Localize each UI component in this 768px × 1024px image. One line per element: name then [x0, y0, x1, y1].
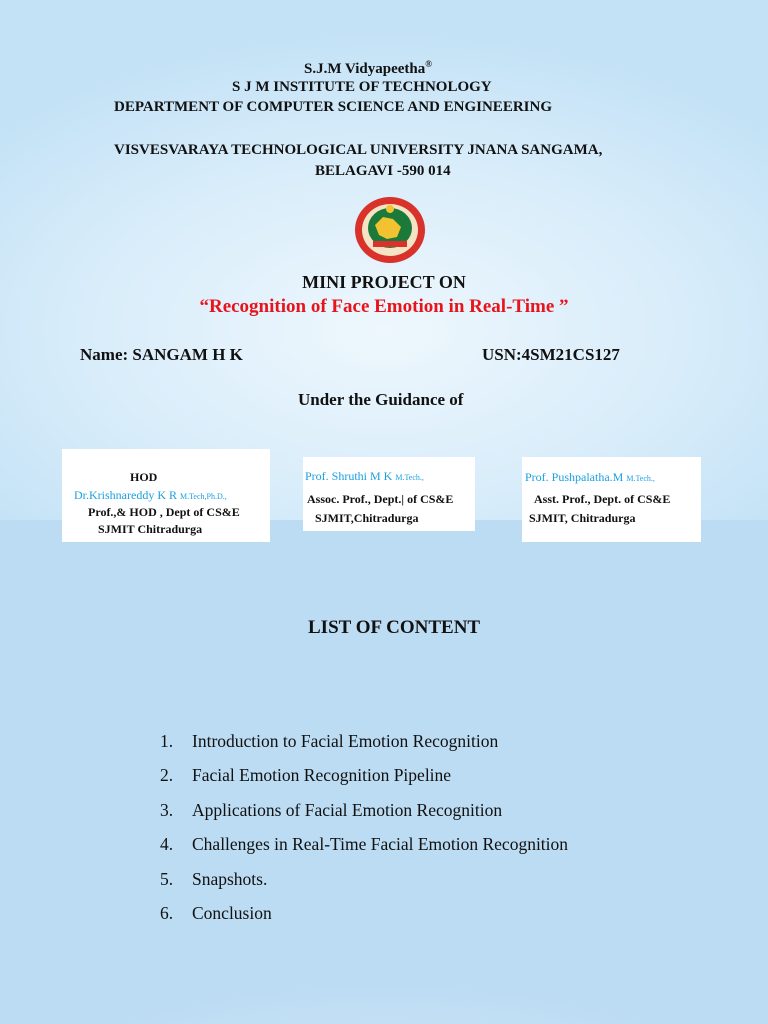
guide-college: SJMIT, Chitradurga — [529, 511, 636, 525]
contents-list — [160, 730, 568, 936]
header-line-3: DEPARTMENT OF COMPUTER SCIENCE AND ENGINEERING — [114, 99, 552, 115]
guide-card-3 — [522, 457, 701, 542]
header-line-1: S.J.M Vidyapeetha® — [304, 59, 432, 77]
guide-college: SJMIT,Chitradurga — [315, 511, 419, 525]
list-item: 3. Applications of Facial Emotion Recognition — [160, 799, 503, 820]
guide-name: Dr.Krishnareddy K R M.Tech,Ph.D., — [74, 488, 227, 502]
list-item: 1. Introduction to Facial Emotion Recognition — [160, 731, 499, 751]
student-usn: USN:4SM21CS127 — [482, 345, 620, 364]
guide-card-2 — [303, 457, 475, 531]
project-title: “Recognition of Face Emotion in Real-Time ” — [199, 296, 569, 317]
project-label: MINI PROJECT ON — [302, 272, 466, 292]
list-item: 5. Snapshots. — [160, 868, 268, 889]
guide-role: HOD — [130, 470, 158, 484]
university-logo — [353, 195, 427, 265]
guide-name: Prof. Pushpalatha.M M.Tech., — [525, 470, 655, 484]
student-name: Name: SANGAM H K — [80, 345, 243, 364]
list-item: 2. Facial Emotion Recognition Pipeline — [160, 765, 452, 786]
guide-name: Prof. Shruthi M K M.Tech., — [305, 469, 424, 483]
contents-heading: LIST OF CONTENT — [308, 617, 481, 638]
list-item: 4. Challenges in Real-Time Facial Emotion Recognition — [160, 834, 569, 855]
header-line-5: BELAGAVI -590 014 — [315, 163, 451, 179]
guide-designation: Assoc. Prof., Dept.| of CS&E — [307, 492, 454, 506]
guide-designation: Asst. Prof., Dept. of CS&E — [534, 492, 671, 506]
guidance-label: Under the Guidance of — [298, 390, 464, 409]
guide-college: SJMIT Chitradurga — [98, 522, 203, 536]
list-item: 6. Conclusion — [160, 902, 272, 923]
header-line-4: VISVESVARAYA TECHNOLOGICAL UNIVERSITY JNANA SANGAMA, — [114, 142, 603, 158]
guide-card-hod — [62, 449, 270, 542]
header-line-2: S J M INSTITUTE OF TECHNOLOGY — [232, 79, 492, 95]
guide-designation: Prof.,& HOD , Dept of CS&E — [88, 505, 240, 519]
